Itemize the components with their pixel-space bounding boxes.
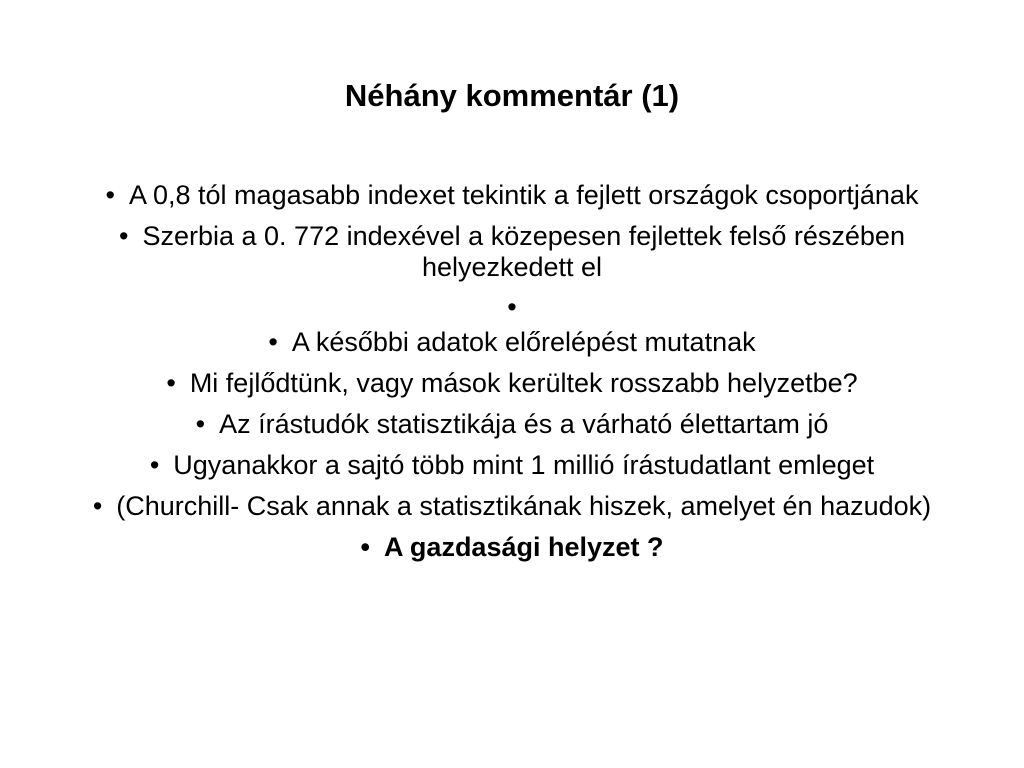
bullet-text: Az írástudók statisztikája és a várható élettartam jó — [219, 409, 829, 439]
bullet-item — [60, 409, 964, 440]
bullet-dot-icon: • — [92, 491, 103, 521]
bullet-text: Ugyanakkor a sajtó több mint 1 millió írástudatlant emleget — [173, 450, 875, 480]
bullet-dot-icon: • — [268, 327, 278, 357]
bullet-list — [60, 180, 964, 573]
bullet-dot-icon: • — [507, 292, 517, 322]
bullet-item — [60, 491, 964, 522]
bullet-item — [60, 450, 964, 481]
bullet-dot-icon: • — [149, 450, 160, 480]
bullet-text: A 0,8 tól magasabb indexet tekintik a fejlett országok csoportjának — [128, 180, 919, 210]
bullet-item — [60, 180, 964, 211]
bullet-text: A későbbi adatok előrelépést mutatnak — [291, 327, 756, 357]
bullet-item-bold — [60, 532, 964, 563]
bullet-dot-icon: • — [105, 180, 115, 210]
bullet-item — [60, 368, 964, 399]
bullet-dot-icon: • — [119, 221, 129, 251]
bullet-text: Mi fejlődtünk, vagy mások kerültek rosszabb helyzetbe? — [189, 368, 858, 398]
bullet-text: A gazdasági helyzet ? — [383, 532, 664, 562]
bullet-dot-icon: • — [360, 532, 370, 562]
bullet-dot-icon: • — [166, 368, 176, 398]
bullet-dot-icon: • — [195, 409, 206, 439]
bullet-item — [60, 221, 964, 283]
bullet-text: Szerbia a 0. 772 indexével a közepesen fejlettek felső részében helyezkedett el — [142, 221, 905, 282]
bullet-text: (Churchill- Csak annak a statisztikának hiszek, amelyet én hazudok) — [116, 491, 932, 521]
slide-title: Néhány kommentár (1) — [344, 78, 680, 113]
bullet-item-empty — [60, 293, 964, 321]
bullet-item — [60, 327, 964, 358]
